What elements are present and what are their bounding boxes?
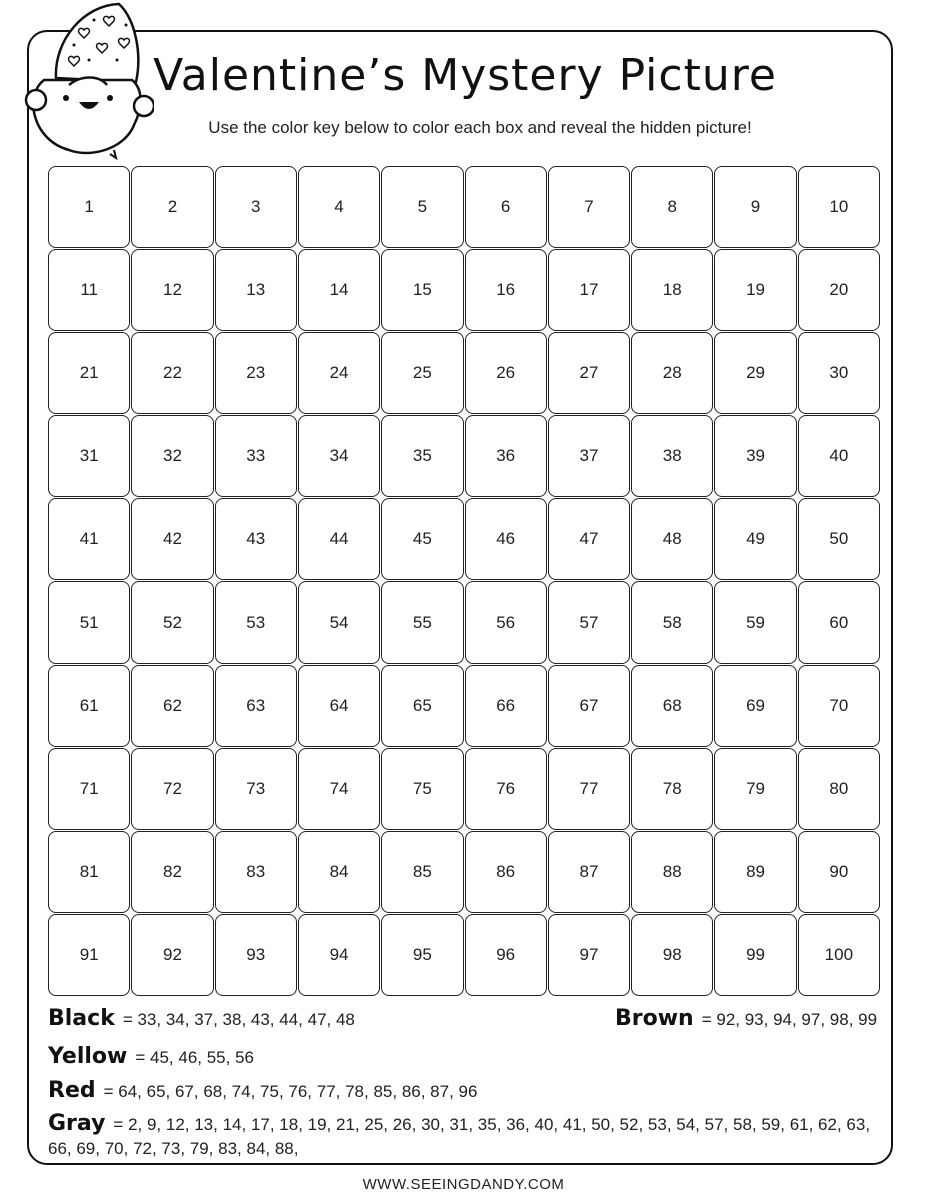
grid-cell: 53 <box>215 581 297 663</box>
grid-cell: 50 <box>798 498 880 580</box>
grid-cell: 41 <box>48 498 130 580</box>
grid-cell: 76 <box>465 748 547 830</box>
grid-cell: 52 <box>131 581 213 663</box>
grid-cell: 62 <box>131 665 213 747</box>
grid-cell: 100 <box>798 914 880 996</box>
key-red <box>48 1078 477 1103</box>
grid-cell: 79 <box>714 748 796 830</box>
grid-cell: 43 <box>215 498 297 580</box>
grid-cell: 74 <box>298 748 380 830</box>
grid-cell: 5 <box>381 166 463 248</box>
grid-cell: 14 <box>298 249 380 331</box>
grid-cell: 17 <box>548 249 630 331</box>
key-black-values: = 33, 34, 37, 38, 43, 44, 47, 48 <box>122 1010 355 1029</box>
grid-cell: 24 <box>298 332 380 414</box>
grid-cell: 35 <box>381 415 463 497</box>
grid-cell: 34 <box>298 415 380 497</box>
grid-cell: 57 <box>548 581 630 663</box>
grid-cell: 20 <box>798 249 880 331</box>
grid-cell: 51 <box>48 581 130 663</box>
grid-cell: 46 <box>465 498 547 580</box>
key-yellow <box>48 1044 254 1069</box>
grid-cell: 27 <box>548 332 630 414</box>
grid-cell: 8 <box>631 166 713 248</box>
grid-cell: 56 <box>465 581 547 663</box>
grid-cell: 92 <box>131 914 213 996</box>
grid-cell: 49 <box>714 498 796 580</box>
grid-cell: 22 <box>131 332 213 414</box>
grid-cell: 78 <box>631 748 713 830</box>
key-red-label: Red <box>48 1078 96 1103</box>
grid-cell: 42 <box>131 498 213 580</box>
grid-cell: 95 <box>381 914 463 996</box>
grid-cell: 82 <box>131 831 213 913</box>
grid-cell: 10 <box>798 166 880 248</box>
grid-cell: 45 <box>381 498 463 580</box>
grid-cell: 58 <box>631 581 713 663</box>
footer-url[interactable]: WWW.SEEINGDANDY.COM <box>362 1176 565 1193</box>
grid-cell: 68 <box>631 665 713 747</box>
key-brown-values: = 92, 93, 94, 97, 98, 99 <box>701 1010 878 1029</box>
grid-cell: 21 <box>48 332 130 414</box>
number-grid <box>48 166 880 996</box>
grid-cell: 89 <box>714 831 796 913</box>
grid-cell: 85 <box>381 831 463 913</box>
key-gray <box>48 1112 883 1161</box>
grid-cell: 99 <box>714 914 796 996</box>
key-black-label: Black <box>48 1006 115 1031</box>
instructions-text: Use the color key below to color each box and reveal the hidden picture! <box>208 118 752 137</box>
grid-cell: 1 <box>48 166 130 248</box>
grid-cell: 33 <box>215 415 297 497</box>
grid-cell: 26 <box>465 332 547 414</box>
grid-cell: 61 <box>48 665 130 747</box>
grid-cell: 88 <box>631 831 713 913</box>
grid-cell: 63 <box>215 665 297 747</box>
grid-cell: 90 <box>798 831 880 913</box>
grid-cell: 15 <box>381 249 463 331</box>
grid-cell: 28 <box>631 332 713 414</box>
grid-cell: 48 <box>631 498 713 580</box>
grid-cell: 30 <box>798 332 880 414</box>
grid-cell: 77 <box>548 748 630 830</box>
key-brown <box>615 1006 877 1031</box>
grid-cell: 93 <box>215 914 297 996</box>
grid-cell: 11 <box>48 249 130 331</box>
grid-cell: 94 <box>298 914 380 996</box>
grid-cell: 32 <box>131 415 213 497</box>
grid-cell: 66 <box>465 665 547 747</box>
grid-cell: 39 <box>714 415 796 497</box>
grid-cell: 2 <box>131 166 213 248</box>
grid-cell: 12 <box>131 249 213 331</box>
grid-cell: 7 <box>548 166 630 248</box>
key-yellow-label: Yellow <box>48 1044 128 1069</box>
grid-cell: 38 <box>631 415 713 497</box>
grid-cell: 84 <box>298 831 380 913</box>
grid-cell: 6 <box>465 166 547 248</box>
key-gray-values: = 2, 9, 12, 13, 14, 17, 18, 19, 21, 25, 26, 30, 31, 35, 36, 40, 41, 50, 52, 53, 54, 57, 58, 59, 61, 62, 63, 66, 69, 70, 72, 73, 79, 83, 84, 88, <box>48 1115 871 1158</box>
key-black <box>48 1006 355 1031</box>
grid-cell: 23 <box>215 332 297 414</box>
grid-cell: 44 <box>298 498 380 580</box>
grid-cell: 9 <box>714 166 796 248</box>
grid-cell: 81 <box>48 831 130 913</box>
grid-cell: 75 <box>381 748 463 830</box>
key-yellow-values: = 45, 46, 55, 56 <box>135 1048 254 1067</box>
grid-cell: 83 <box>215 831 297 913</box>
grid-cell: 67 <box>548 665 630 747</box>
page-title: Valentine’s Mystery Picture <box>153 50 777 101</box>
grid-cell: 97 <box>548 914 630 996</box>
grid-cell: 47 <box>548 498 630 580</box>
grid-cell: 18 <box>631 249 713 331</box>
grid-cell: 80 <box>798 748 880 830</box>
grid-cell: 70 <box>798 665 880 747</box>
grid-cell: 36 <box>465 415 547 497</box>
grid-cell: 65 <box>381 665 463 747</box>
grid-cell: 87 <box>548 831 630 913</box>
valentine-gnome-icon <box>14 0 154 165</box>
grid-cell: 16 <box>465 249 547 331</box>
key-gray-label: Gray <box>48 1111 106 1136</box>
grid-cell: 37 <box>548 415 630 497</box>
grid-cell: 3 <box>215 166 297 248</box>
grid-cell: 86 <box>465 831 547 913</box>
key-brown-label: Brown <box>615 1006 694 1031</box>
grid-cell: 13 <box>215 249 297 331</box>
grid-cell: 19 <box>714 249 796 331</box>
grid-cell: 54 <box>298 581 380 663</box>
grid-cell: 96 <box>465 914 547 996</box>
grid-cell: 55 <box>381 581 463 663</box>
grid-cell: 64 <box>298 665 380 747</box>
grid-cell: 60 <box>798 581 880 663</box>
grid-cell: 98 <box>631 914 713 996</box>
grid-cell: 71 <box>48 748 130 830</box>
grid-cell: 72 <box>131 748 213 830</box>
grid-cell: 59 <box>714 581 796 663</box>
grid-cell: 25 <box>381 332 463 414</box>
grid-cell: 69 <box>714 665 796 747</box>
grid-cell: 40 <box>798 415 880 497</box>
grid-cell: 29 <box>714 332 796 414</box>
grid-cell: 31 <box>48 415 130 497</box>
grid-cell: 4 <box>298 166 380 248</box>
grid-cell: 73 <box>215 748 297 830</box>
key-red-values: = 64, 65, 67, 68, 74, 75, 76, 77, 78, 85, 86, 87, 96 <box>103 1082 478 1101</box>
grid-cell: 91 <box>48 914 130 996</box>
